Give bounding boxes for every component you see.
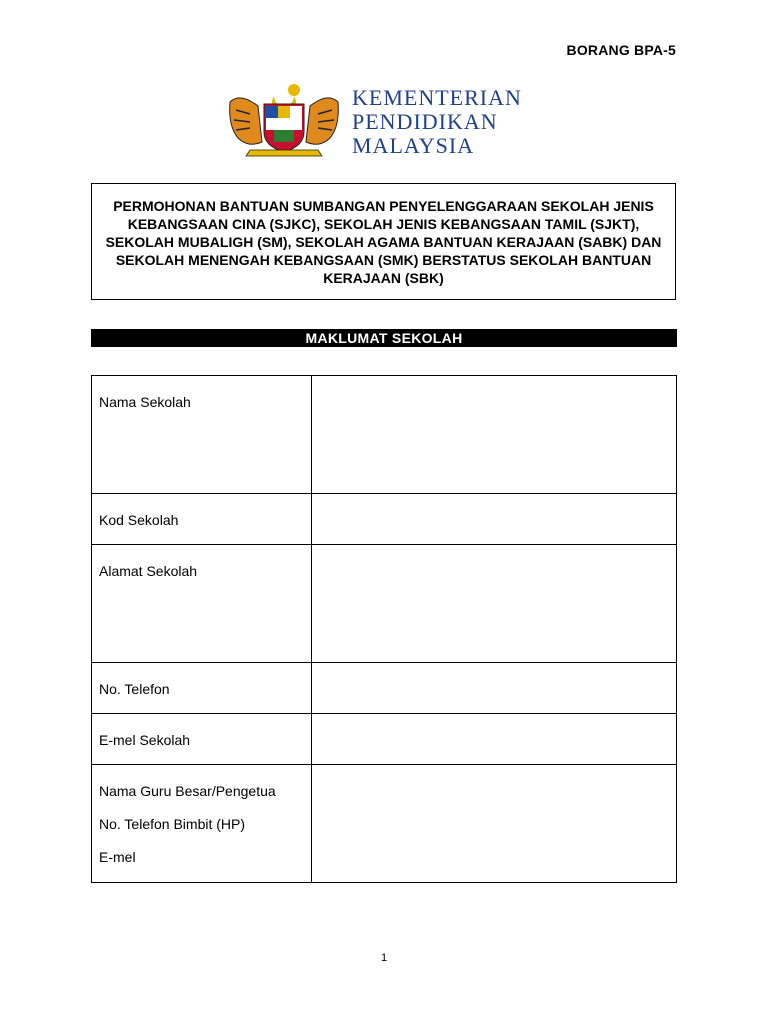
form-title: PERMOHONAN BANTUAN SUMBANGAN PENYELENGGARAAN SEKOLAH JENIS KEBANGSAAN CINA (SJKC), SEKOLAH JENIS KEBANGSAAN TAMIL (SJKT), SEKOLAH MUBALIGH (SM), SEKOLAH AGAMA BANTUAN KERAJAAN (SABK) DAN SEKOLAH MENENGAH KEBANGSAAN (SMK) BERSTATUS SEKOLAH BANTUAN KERAJAAN (SBK) [105,197,662,286]
ministry-line-2: PENDIDIKAN [352,109,498,134]
school-address-label: Alamat Sekolah [92,545,312,663]
school-name-field[interactable] [312,376,677,494]
table-row [92,663,677,714]
head-teacher-name-label: Nama Guru Besar/Pengetua [99,783,276,799]
school-code-field[interactable] [312,494,677,545]
school-name-label: Nama Sekolah [92,376,312,494]
form-code: BORANG BPA-5 [566,42,676,58]
page-number: 1 [380,952,388,964]
form-title-box [91,183,676,300]
school-email-label: E-mel Sekolah [92,714,312,765]
ministry-wordmark [352,86,522,158]
school-address-field[interactable] [312,545,677,663]
table-row [92,545,677,663]
phone-label: No. Telefon [92,663,312,714]
school-email-field[interactable] [312,714,677,765]
head-teacher-field[interactable] [312,765,677,883]
table-row [92,714,677,765]
phone-field[interactable] [312,663,677,714]
ministry-logo [222,80,582,162]
table-row [92,765,677,883]
head-teacher-mobile-label: No. Telefon Bimbit (HP) [99,816,246,832]
coat-of-arms-icon [222,80,346,162]
ministry-line-3: MALAYSIA [352,133,475,158]
table-row [92,494,677,545]
table-row [92,376,677,494]
head-teacher-labels [92,765,312,883]
head-teacher-email-label: E-mel [99,849,136,865]
ministry-line-1: KEMENTERIAN [352,85,522,110]
school-code-label: Kod Sekolah [92,494,312,545]
school-info-table [91,375,677,883]
section-heading: MAKLUMAT SEKOLAH [91,329,677,347]
